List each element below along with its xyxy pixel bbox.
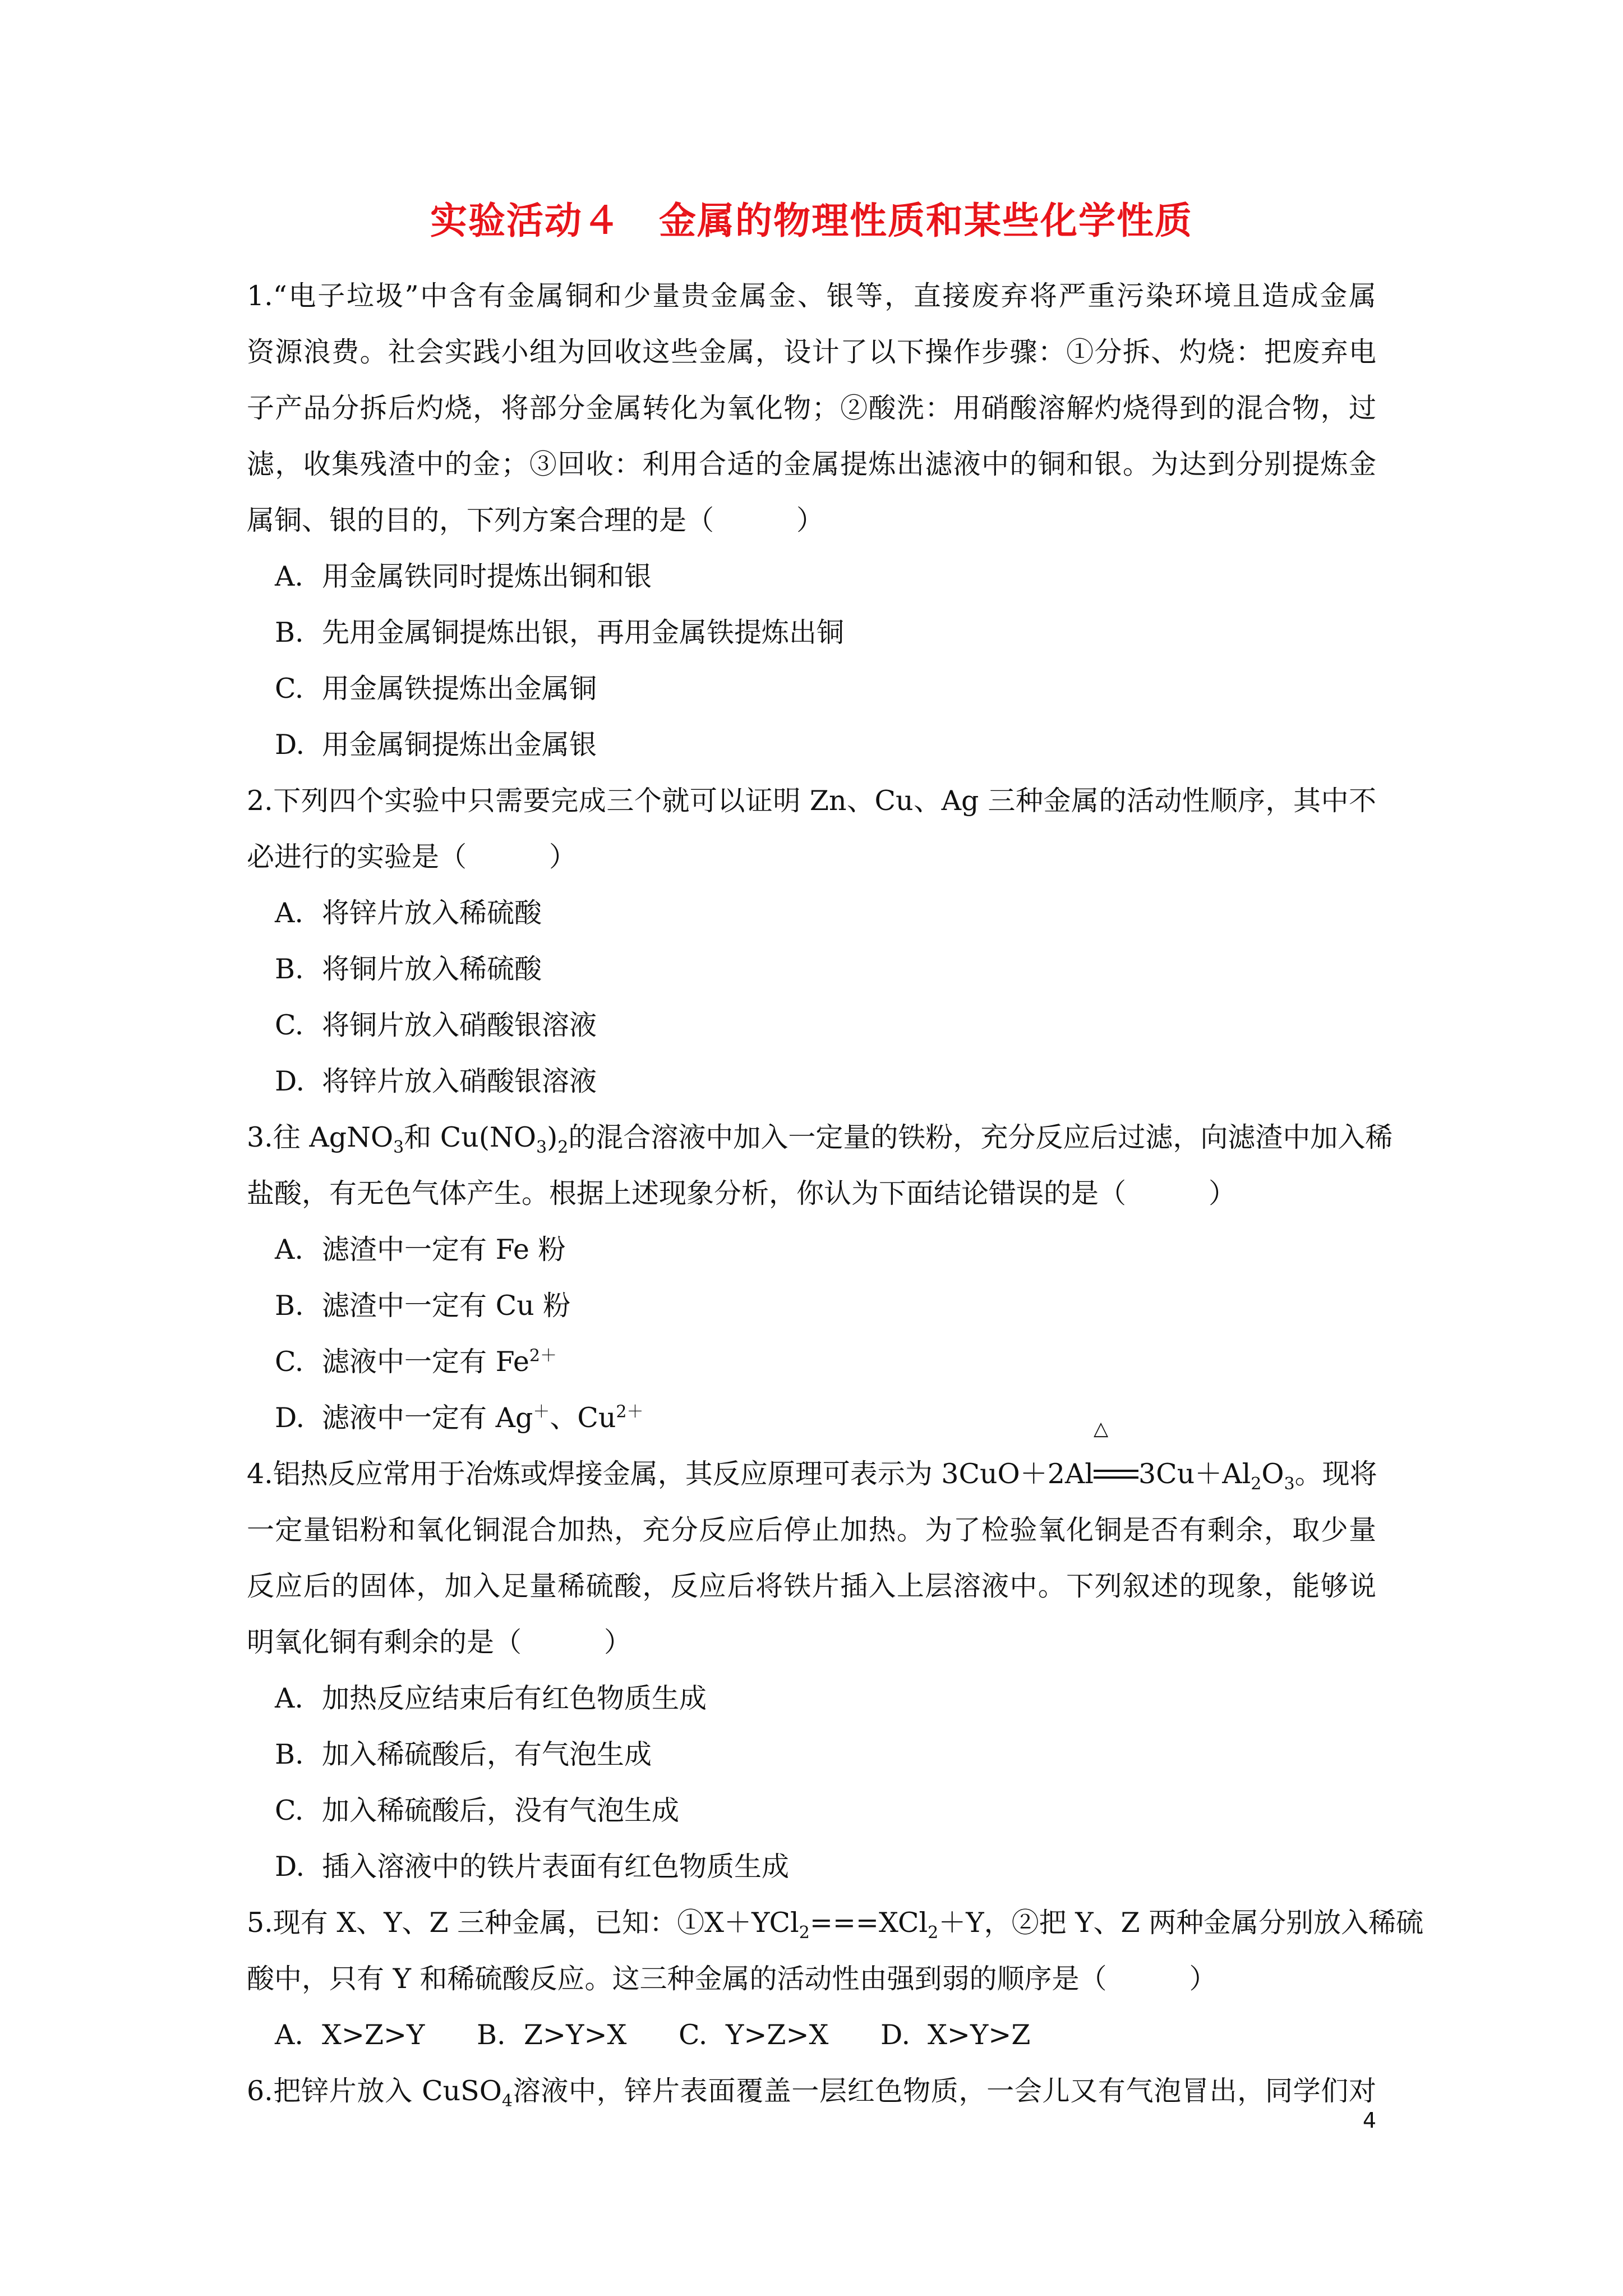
subscript: 3 (393, 1137, 404, 1157)
question-2-line-2: 必进行的实验是（ ） (247, 841, 577, 873)
option-text: X>Y>Z (928, 2019, 1031, 2051)
option-text: 加热反应结束后有红色物质生成 (322, 1682, 707, 1714)
question-5 (247, 1895, 1424, 2063)
question-5-option-b[interactable] (477, 2007, 679, 2063)
option-letter: A. (275, 1682, 303, 1714)
text-run: 。现将 (1294, 1458, 1377, 1490)
text-run: 6.把锌片放入 CuSO (247, 2075, 502, 2107)
page-title: 实验活动４ 金属的物理性质和某些化学性质 (430, 199, 1193, 242)
subscript: 2 (799, 1922, 810, 1943)
option-text: 将铜片放入稀硫酸 (322, 953, 542, 985)
option-letter: A. (275, 897, 303, 929)
option-letter: C. (275, 1346, 304, 1378)
question-1-option-d[interactable] (247, 717, 1376, 773)
option-letter: D. (275, 1065, 305, 1097)
text-run: ) (547, 1121, 558, 1153)
subscript: 3 (536, 1137, 547, 1157)
text-run: 和 Cu(NO (404, 1121, 537, 1153)
question-1-line-4: 滤，收集残渣中的金；③回收：利用合适的金属提炼出滤液中的铜和银。为达到分别提炼金 (247, 448, 1376, 480)
option-text: Z>Y>X (524, 2019, 627, 2051)
superscript: ＋ (533, 1402, 550, 1422)
option-text: 用金属铁提炼出金属铜 (322, 673, 597, 705)
subscript: 2 (928, 1922, 939, 1943)
option-text: 用金属铁同时提炼出铜和银 (322, 560, 652, 592)
question-1-line-3: 子产品分拆后灼烧，将部分金属转化为氧化物；②酸洗：用硝酸溶解灼烧得到的混合物，过 (247, 392, 1376, 424)
option-text: 滤渣中一定有 Cu 粉 (322, 1290, 571, 1322)
text-run: O (1261, 1458, 1284, 1490)
option-text: 将锌片放入硝酸银溶液 (322, 1065, 597, 1097)
option-letter: C. (275, 1795, 304, 1826)
text-run: ===XCl (809, 1907, 928, 1939)
option-letter: C. (275, 1009, 304, 1041)
question-5-line-2: 酸中，只有 Y 和稀硫酸反应。这三种金属的活动性由强到弱的顺序是（ ） (247, 1963, 1217, 1995)
option-text: 加入稀硫酸后，没有气泡生成 (322, 1795, 680, 1826)
question-2-option-a[interactable] (247, 885, 1376, 941)
question-4-option-b[interactable] (247, 1727, 1376, 1783)
text-run: 3Cu＋Al (1138, 1458, 1251, 1490)
text-run: 4.铝热反应常用于冶炼或焊接金属，其反应原理可表示为 3CuO＋2Al (247, 1458, 1094, 1490)
subscript: 3 (1284, 1474, 1295, 1494)
option-letter: B. (275, 616, 304, 648)
question-5-line-1 (247, 1895, 1424, 1951)
question-6-line-1 (247, 2063, 1376, 2119)
option-text: 、Cu (550, 1402, 616, 1434)
option-text: 插入溶液中的铁片表面有红色物质生成 (322, 1851, 790, 1883)
question-2-option-b[interactable] (247, 941, 1376, 997)
option-letter: B. (275, 953, 304, 985)
option-letter: A. (275, 2019, 303, 2051)
option-letter: B. (477, 2019, 506, 2051)
option-text: 滤液中一定有 Fe (322, 1346, 529, 1378)
question-3-option-c[interactable] (247, 1334, 1376, 1390)
question-1-option-b[interactable] (247, 605, 1376, 661)
option-text: 将铜片放入硝酸银溶液 (322, 1009, 597, 1041)
text-run: 3.往 AgNO (247, 1121, 394, 1153)
option-letter: A. (275, 1234, 303, 1266)
question-3-line-2: 盐酸，有无色气体产生。根据上述现象分析，你认为下面结论错误的是（ ） (247, 1177, 1237, 1209)
text-run: ＋Y，②把 Y、Z 两种金属分别放入稀硫 (938, 1907, 1424, 1939)
question-2-line-1: 2.下列四个实验中只需要完成三个就可以证明 Zn、Cu、Ag 三种金属的活动性顺序，其中不 (247, 785, 1376, 817)
question-5-option-d[interactable] (880, 2007, 1082, 2063)
question-2 (247, 773, 1376, 1110)
question-3 (247, 1110, 1393, 1446)
question-1-line-5: 属铜、银的目的，下列方案合理的是（ ） (247, 504, 824, 536)
option-letter: C. (679, 2019, 708, 2051)
text-run: 的混合溶液中加入一定量的铁粉，充分反应后过滤，向滤渣中加入稀 (568, 1121, 1393, 1153)
option-letter: D. (275, 1402, 305, 1434)
subscript: 2 (1251, 1474, 1262, 1494)
question-3-option-a[interactable] (247, 1222, 1376, 1278)
subscript: 2 (557, 1137, 569, 1157)
question-4-line-2: 一定量铝粉和氧化铜混合加热，充分反应后停止加热。为了检验氧化铜是否有剩余，取少量 (247, 1514, 1376, 1546)
option-text: 加入稀硫酸后，有气泡生成 (322, 1738, 652, 1770)
double-line-icon (1094, 1470, 1138, 1479)
option-letter: D. (880, 2019, 911, 2051)
question-1-option-c[interactable] (247, 661, 1376, 717)
question-list (247, 268, 1424, 2119)
option-text: 用金属铜提炼出金属银 (322, 729, 597, 761)
page-number: 4 (1362, 2108, 1376, 2133)
option-text: 将锌片放入稀硫酸 (322, 897, 542, 929)
question-4-line-4: 明氧化铜有剩余的是（ ） (247, 1626, 632, 1658)
option-letter: A. (275, 560, 303, 592)
question-3-line-1 (247, 1110, 1393, 1166)
text-run: 5.现有 X、Y、Z 三种金属，已知：①X＋YCl (247, 1907, 799, 1939)
option-text: Y>Z>X (726, 2019, 829, 2051)
superscript: 2＋ (529, 1346, 557, 1366)
option-letter: C. (275, 673, 304, 705)
option-letter: B. (275, 1290, 304, 1322)
option-letter: D. (275, 729, 305, 761)
option-letter: D. (275, 1851, 305, 1883)
option-text: X>Z>Y (322, 2019, 425, 2051)
question-2-option-d[interactable] (247, 1053, 1376, 1110)
question-3-option-b[interactable] (247, 1278, 1376, 1334)
question-4-option-a[interactable] (247, 1671, 1376, 1727)
option-text: 滤液中一定有 Ag (322, 1402, 533, 1434)
question-5-options (247, 2007, 1376, 2063)
superscript: 2＋ (616, 1402, 644, 1422)
question-1-option-a[interactable] (247, 549, 1376, 605)
option-text: 滤渣中一定有 Fe 粉 (322, 1234, 566, 1266)
question-1 (247, 268, 1376, 773)
question-2-option-c[interactable] (247, 997, 1376, 1053)
question-3-option-d[interactable] (247, 1390, 1376, 1446)
option-text: 先用金属铜提炼出银，再用金属铁提炼出铜 (322, 616, 845, 648)
heating-equals-sign (1093, 1418, 1138, 1502)
delta-icon: △ (1093, 1418, 1109, 1440)
subscript: 4 (501, 2091, 513, 2111)
option-letter: B. (275, 1738, 304, 1770)
question-5-option-c[interactable] (679, 2007, 880, 2063)
question-1-line-2: 资源浪费。社会实践小组为回收这些金属，设计了以下操作步骤：①分拆、灼烧：把废弃电 (247, 336, 1376, 368)
question-6 (247, 2063, 1376, 2119)
question-4-option-c[interactable] (247, 1783, 1376, 1839)
question-1-line-1: 1.“电子垃圾”中含有金属铜和少量贵金属金、银等，直接废弃将严重污染环境且造成金属 (247, 280, 1376, 312)
question-4-option-d[interactable] (247, 1839, 1376, 1895)
question-5-option-a[interactable] (275, 2007, 477, 2063)
text-run: 溶液中，锌片表面覆盖一层红色物质，一会儿又有气泡冒出，同学们对 (512, 2075, 1376, 2107)
question-4-line-3: 反应后的固体，加入足量稀硫酸，反应后将铁片插入上层溶液中。下列叙述的现象，能够说 (247, 1570, 1376, 1602)
